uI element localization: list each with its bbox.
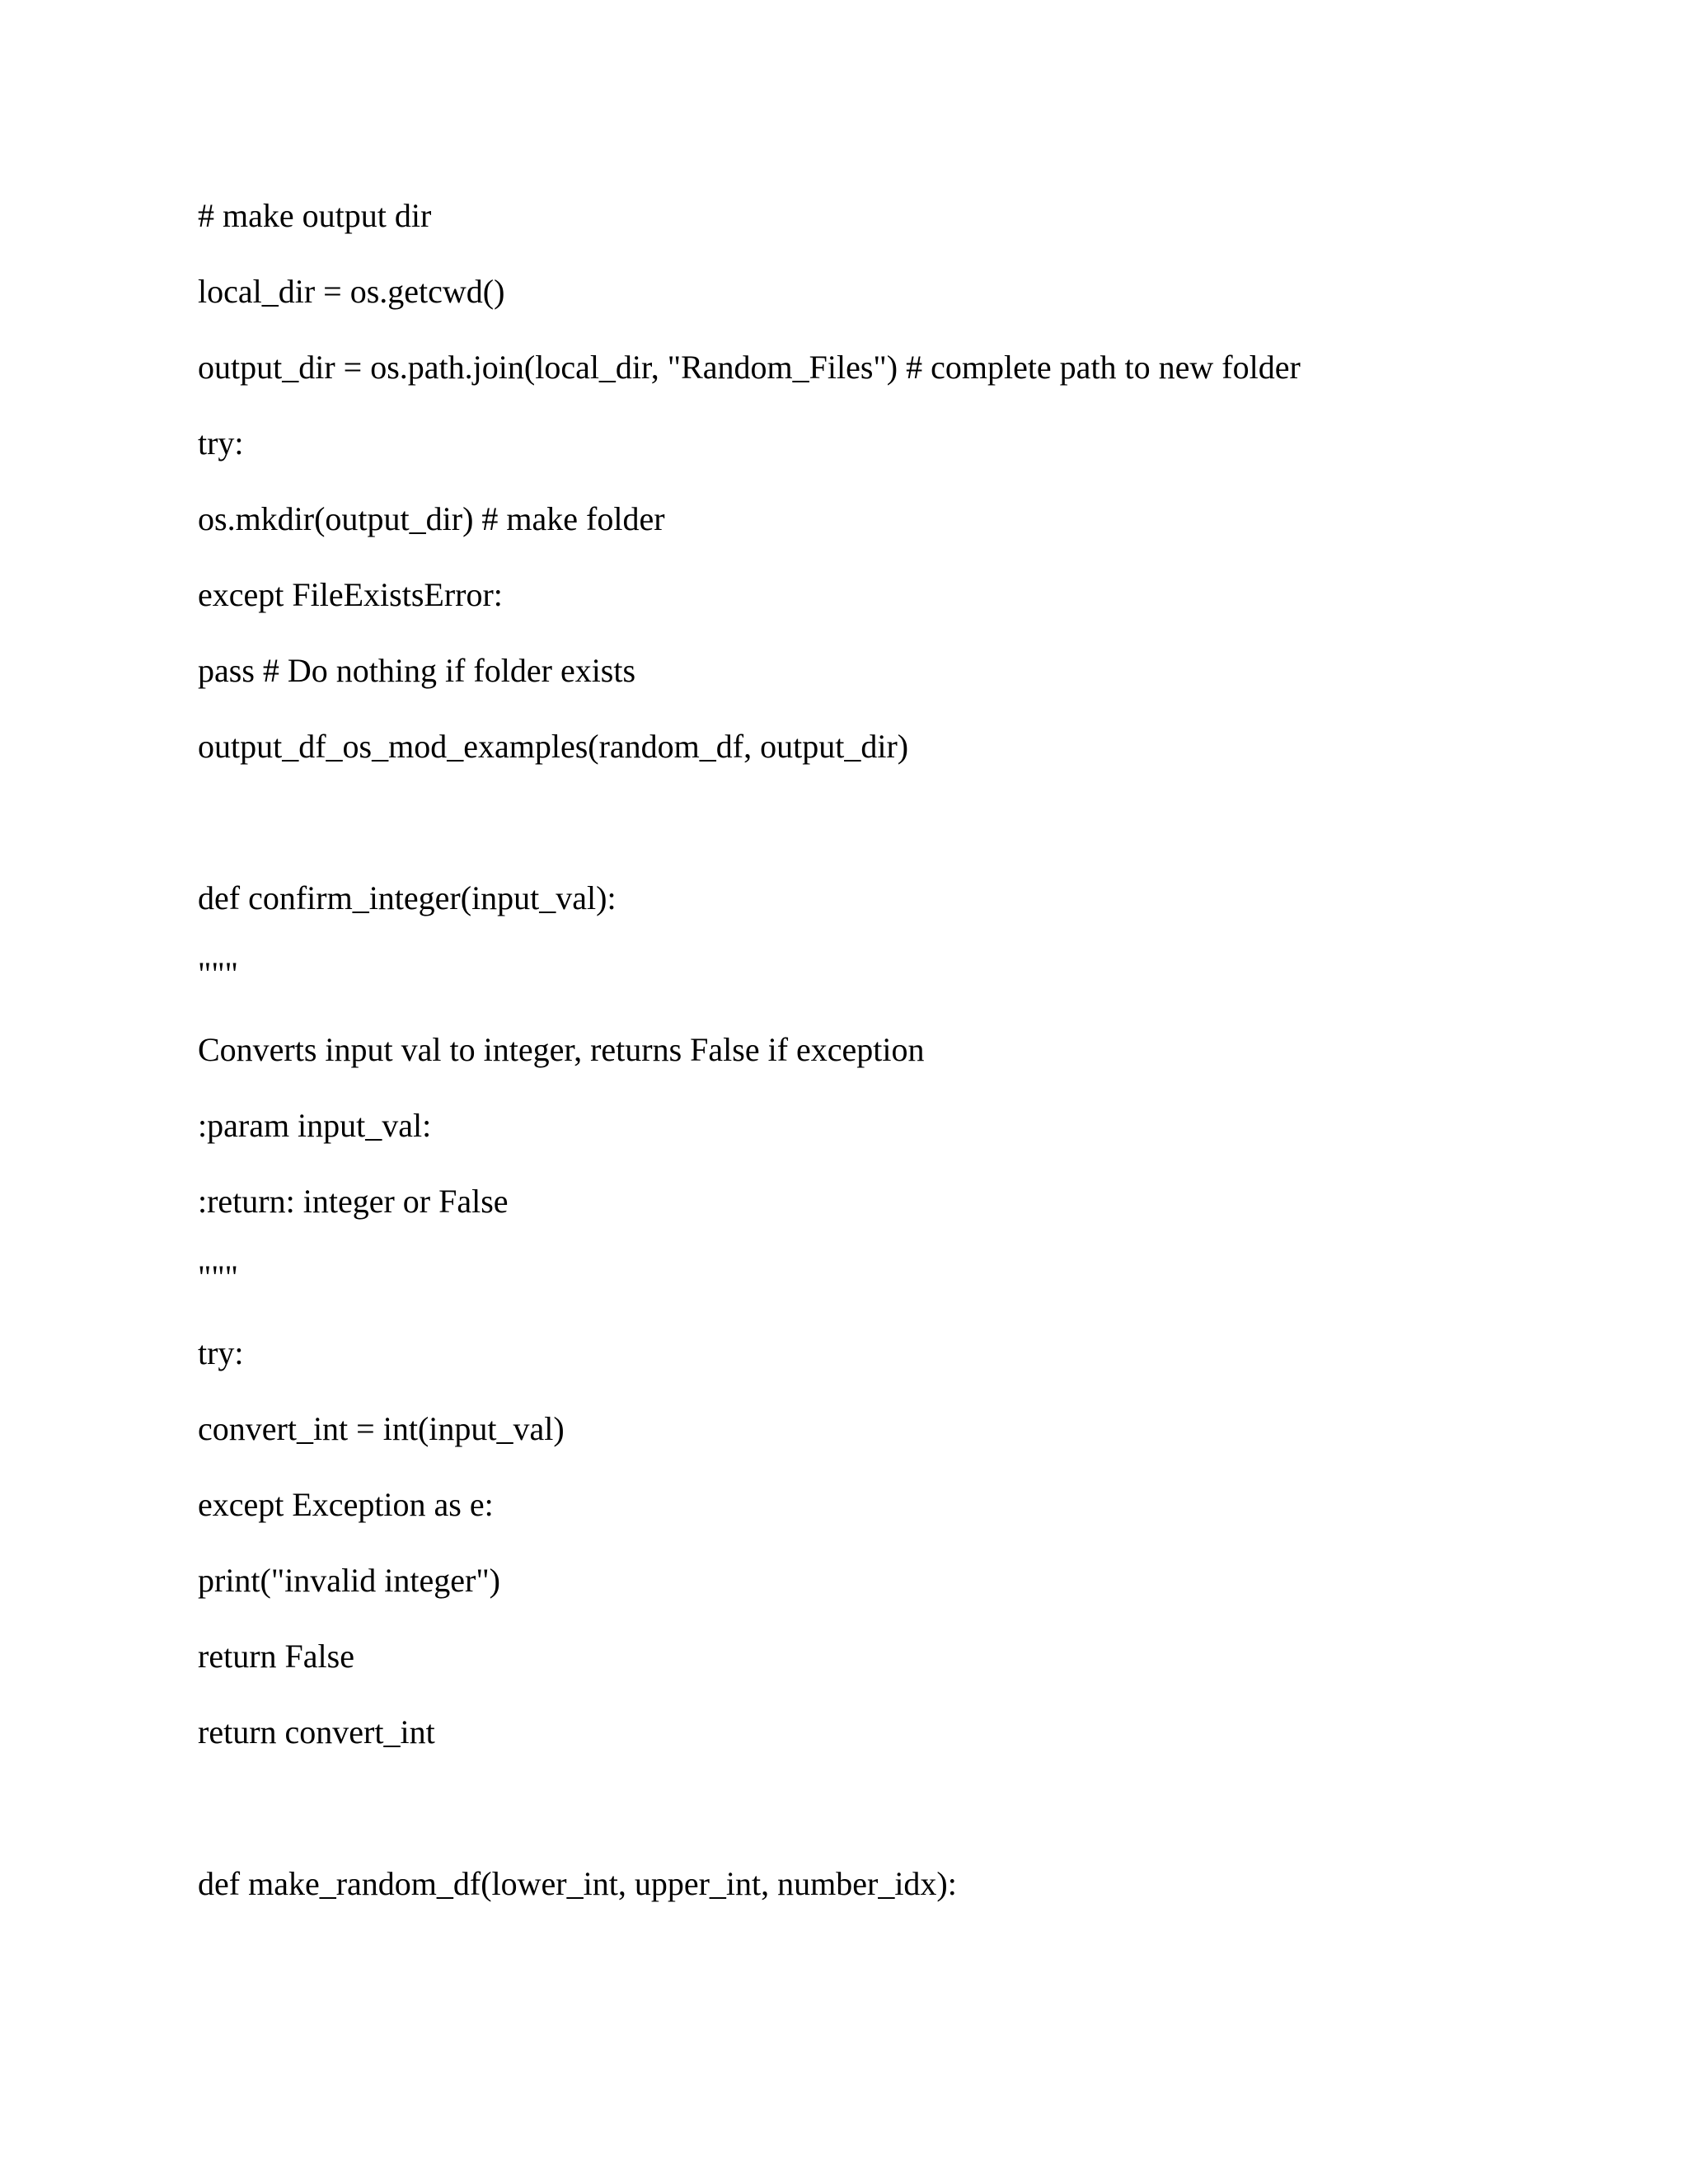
code-line-11: Converts input val to integer, returns False if exception xyxy=(198,1031,925,1068)
code-line-15: try: xyxy=(198,1334,244,1371)
code-line-8: output_df_os_mod_examples(random_df, output_dir) xyxy=(198,728,909,765)
code-line-13: :return: integer or False xyxy=(198,1183,509,1220)
code-line-10: """ xyxy=(198,955,238,992)
code-line-18: print("invalid integer") xyxy=(198,1562,500,1599)
code-line-12: :param input_val: xyxy=(198,1107,432,1144)
code-line-14: """ xyxy=(198,1258,238,1296)
code-line-17: except Exception as e: xyxy=(198,1486,494,1523)
code-line-7: pass # Do nothing if folder exists xyxy=(198,652,636,689)
code-line-16: convert_int = int(input_val) xyxy=(198,1410,565,1447)
code-line-5: os.mkdir(output_dir) # make folder xyxy=(198,500,665,537)
code-line-21: def make_random_df(lower_int, upper_int, number_idx): xyxy=(198,1865,957,1902)
code-line-9: def confirm_integer(input_val): xyxy=(198,879,617,916)
code-line-3: output_dir = os.path.join(local_dir, "Random_Files") # complete path to new folder xyxy=(198,349,1301,386)
code-line-19: return False xyxy=(198,1638,354,1675)
code-line-20: return convert_int xyxy=(198,1713,435,1750)
code-line-6: except FileExistsError: xyxy=(198,576,503,613)
code-line-1: # make output dir xyxy=(198,197,432,234)
code-line-4: try: xyxy=(198,424,244,462)
code-line-2: local_dir = os.getcwd() xyxy=(198,273,505,310)
